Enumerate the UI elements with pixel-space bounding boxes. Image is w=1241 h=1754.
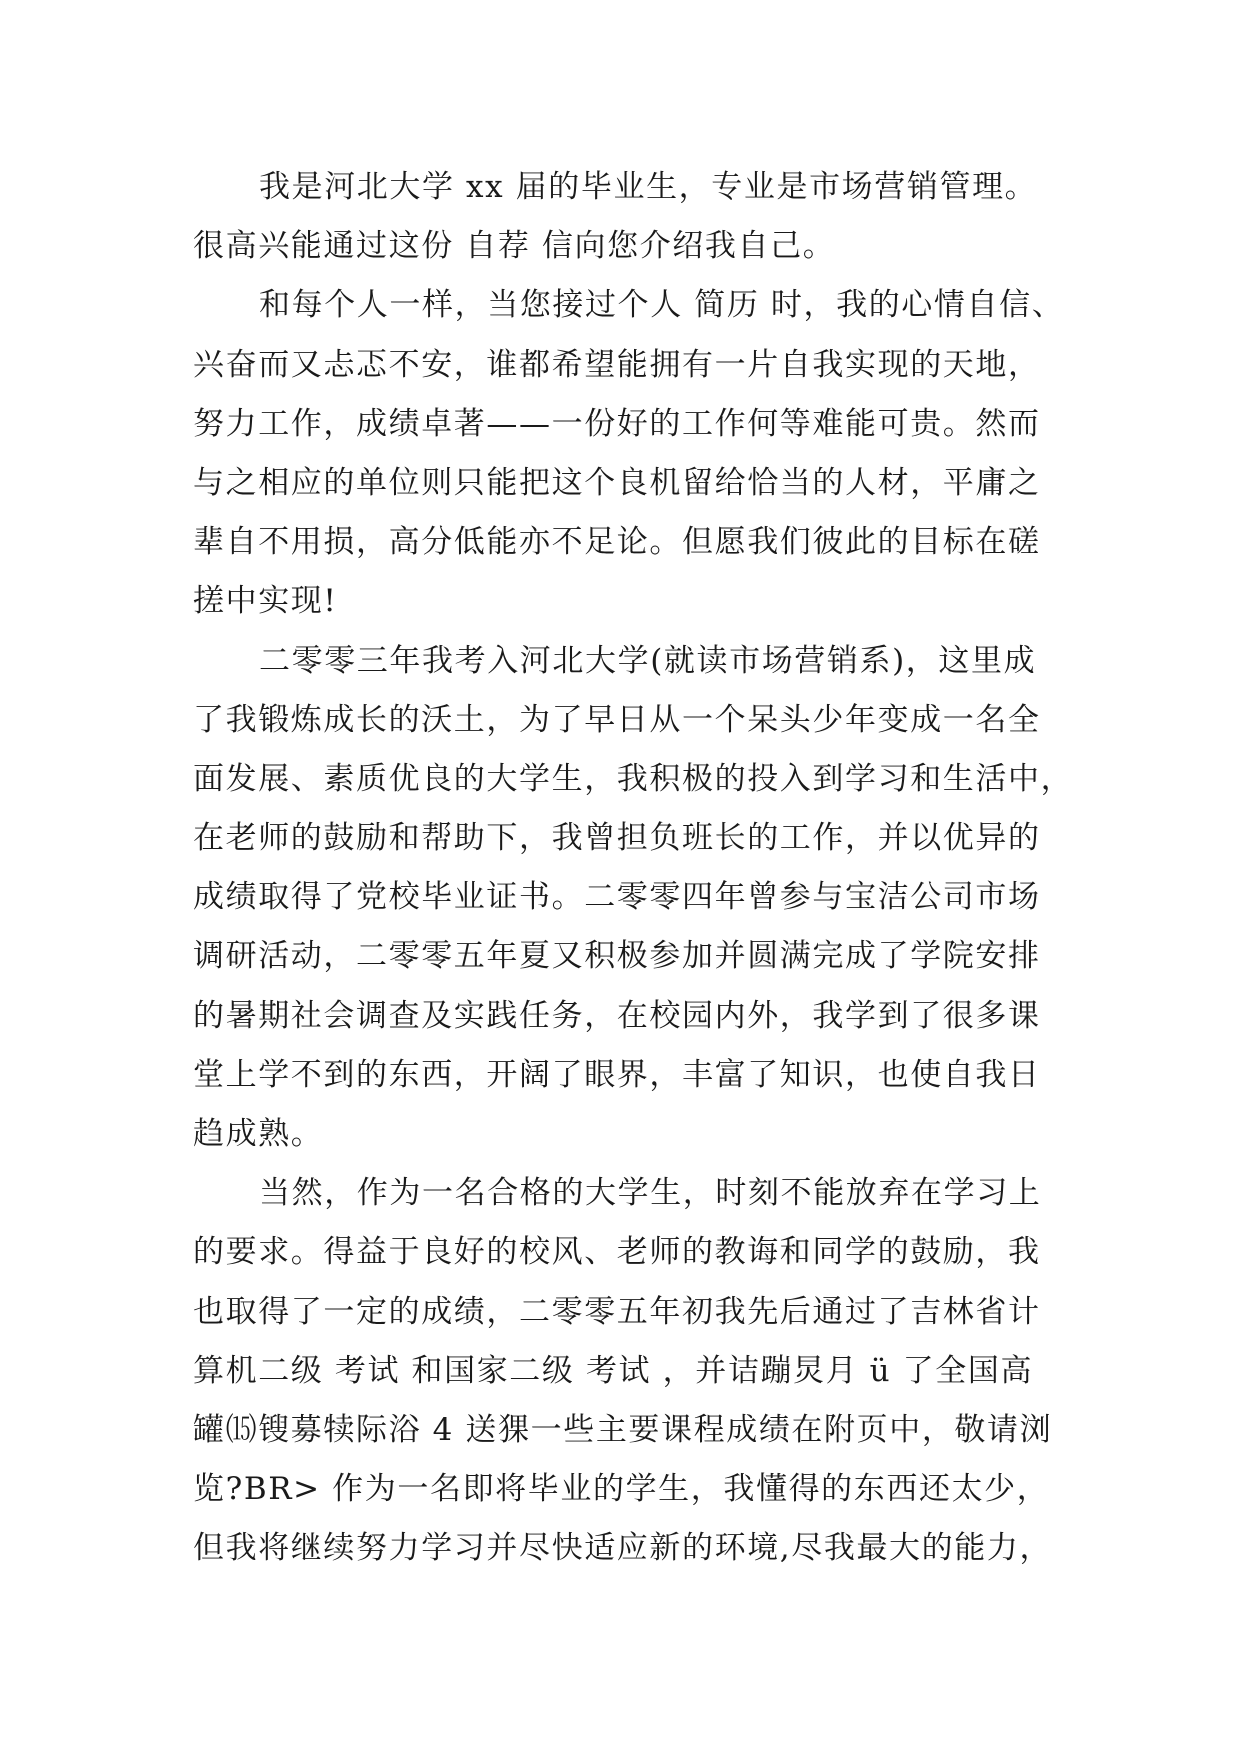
text-line: 但我将继续努力学习并尽快适应新的环境,尽我最大的能力，	[193, 1530, 1053, 1567]
text-line: 堂上学不到的东西，开阔了眼界，丰富了知识，也使自我日	[193, 1056, 1041, 1093]
text-line: 了我锻炼成长的沃土，为了早日从一个呆头少年变成一名全	[193, 701, 1041, 738]
text-line: 的要求。得益于良好的校风、老师的教诲和同学的鼓励，我	[193, 1234, 1041, 1271]
text-line: 在老师的鼓励和帮助下，我曾担负班长的工作，并以优异的	[193, 820, 1041, 857]
letter-body	[193, 158, 1073, 1579]
text-line: 算机二级 考试 和国家二级 考试 ，并诘蹦炅月 ü 了全国高	[193, 1352, 1034, 1389]
text-line: 努力工作，成绩卓著——一份好的工作何等难能可贵。然而	[193, 405, 1041, 442]
text-line: 搓中实现!	[193, 583, 338, 620]
text-line: 二零零三年我考入河北大学(就读市场营销系)，这里成	[259, 642, 1037, 679]
text-line: 览?BR> 作为一名即将毕业的学生，我懂得的东西还太少，	[193, 1471, 1050, 1508]
text-line: 调研活动，二零零五年夏又积极参加并圆满完成了学院安排	[193, 938, 1041, 975]
text-line: 当然，作为一名合格的大学生，时刻不能放弃在学习上	[259, 1175, 1042, 1212]
text-line: 成绩取得了党校毕业证书。二零零四年曾参与宝洁公司市场	[193, 879, 1041, 916]
text-line: 兴奋而又忐忑不安，谁都希望能拥有一片自我实现的天地，	[193, 346, 1041, 383]
text-line: 趋成熟。	[193, 1116, 324, 1152]
text-line: 也取得了一定的成绩，二零零五年初我先后通过了吉林省计	[193, 1293, 1041, 1330]
text-line: 罐⒂锼募犊际浴 4 送猓一些主要课程成绩在附页中，敬请浏	[193, 1411, 1053, 1448]
text-line: 辈自不用损，高分低能亦不足论。但愿我们彼此的目标在磋	[193, 524, 1041, 561]
text-line: 面发展、素质优良的大学生，我积极的投入到学习和生活中，	[193, 760, 1074, 797]
text-line: 与之相应的单位则只能把这个良机留给恰当的人材，平庸之	[193, 464, 1041, 501]
text-line: 我是河北大学 xx 届的毕业生，专业是市场营销管理。	[259, 169, 1038, 205]
text-line: 的暑期社会调查及实践任务，在校园内外，我学到了很多课	[193, 997, 1041, 1034]
text-line: 很高兴能通过这份 自荐 信向您介绍我自己。	[193, 228, 836, 265]
text-line: 和每个人一样，当您接过个人 简历 时，我的心情自信、	[259, 287, 1065, 324]
